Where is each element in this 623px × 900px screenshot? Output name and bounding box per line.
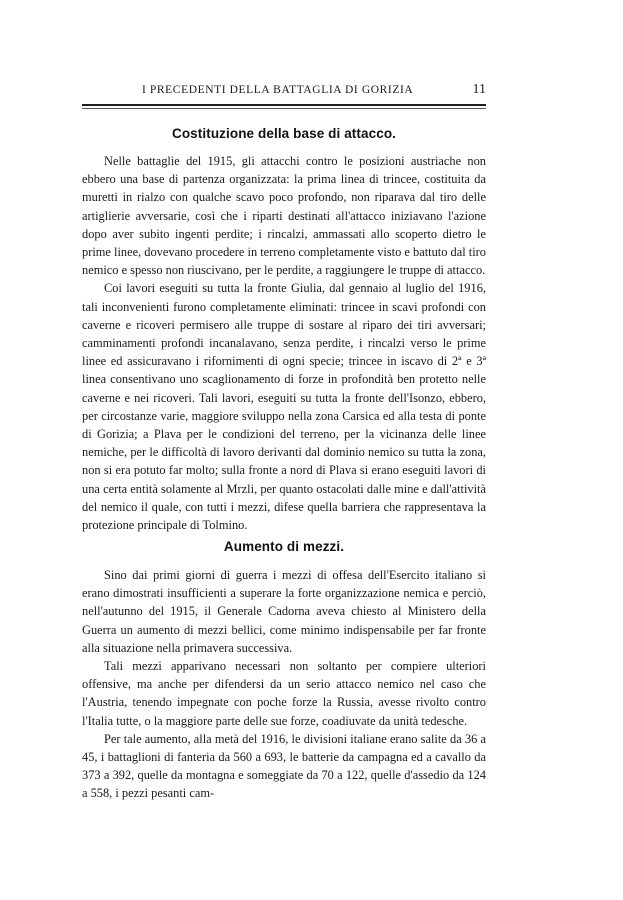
section-heading-base-attacco: Costituzione della base di attacco. — [171, 126, 397, 141]
section-body-base-attacco — [82, 152, 486, 534]
section-body-aumento-mezzi — [82, 566, 486, 803]
header-rule — [82, 104, 486, 106]
paragraph: Nelle battaglie del 1915, gli attacchi contro le posizioni austriache non ebbero una base di partenza organizzata: la prima linea di trincee, costituita da muretti in rialzo con qualche scavo poco profondo, non riparava dal tiro delle artiglierie avversarie, così che i riparti destinati all'attacco iniziavano l'azione dopo aver subito ingenti perdite; i rincalzi, ammassati allo scoperto dietro le prime linee, dovevano procedere in terreno completamente visto e battuto dal tiro nemico e spesso non riuscivano, per le perdite, a raggiungere le truppe di attacco. — [82, 154, 486, 278]
paragraph: Coi lavori eseguiti su tutta la fronte Giulia, dal gennaio al luglio del 1916, tali inconvenienti furono completamente eliminati: trincee in scavi profondi con caverne e ricoveri permisero alle truppe di sostare al riparo dei tiri avversari; camminamenti profondi incanalavano, senza perdite, i rincalzi verso le prime linee ed assicuravano i rifornimenti di ogni specie; trincee in iscavo di 2ª e 3ª linea consentivano uno scaglionamento di forze in profondità ben protetto nelle caverne e nei ricoveri. Tali lavori, eseguiti su tutta la fronte dell'Isonzo, ebbero, per circostanze varie, maggiore sviluppo nella zona Carsica ed alla testa di ponte di Gorizia; a Plava per le condizioni del terreno, per la vicinanza delle linee nemiche, per le difficoltà di lavoro derivanti dal dominio nemico su tutta la zona, non si era potuto far molto; sulla fronte a nord di Plava si erano eseguiti lavori di una certa entità solamente al Mrzli, per quanto ostacolati dalle mine e dall'attività del nemico il quale, con tutti i mezzi, difese quella barriera che rappresentava la protezione principale di Tolmino. — [82, 281, 486, 533]
running-head-title: I PRECEDENTI DELLA BATTAGLIA DI GORIZIA — [142, 84, 414, 96]
section-heading-aumento-mezzi: Aumento di mezzi. — [223, 539, 345, 554]
paragraph: Sino dai primi giorni di guerra i mezzi di offesa dell'Esercito italiano si erano dimostrati insufficienti a superare la forte organizzazione nemica e perciò, nell'autunno del 1915, il Generale Cadorna aveva chiesto al Ministero della Guerra un aumento di mezzi bellici, come minimo indispensabile per far fronte alla situazione nella primavera successiva. — [82, 568, 486, 655]
running-head — [80, 84, 486, 104]
paragraph: Tali mezzi apparivano necessari non soltanto per compiere ulteriori offensive, ma anche per difendersi da un serio attacco nemico nel caso che l'Austria, tenendo impegnate con poche forze la Russia, avesse rivolto contro l'Italia tutte, o la maggiore parte delle sue forze, coadiuvate da unità tedesche. — [82, 659, 486, 728]
page-number: 11 — [472, 82, 486, 97]
paragraph: Per tale aumento, alla metà del 1916, le divisioni italiane erano salite da 36 a 45, i battaglioni di fanteria da 560 a 693, le batterie da campagna ed a cavallo da 373 a 392, quelle da montagna e someggiate da 70 a 122, quelle d'assedio da 124 a 558, i pezzi pesanti cam- — [82, 731, 486, 801]
